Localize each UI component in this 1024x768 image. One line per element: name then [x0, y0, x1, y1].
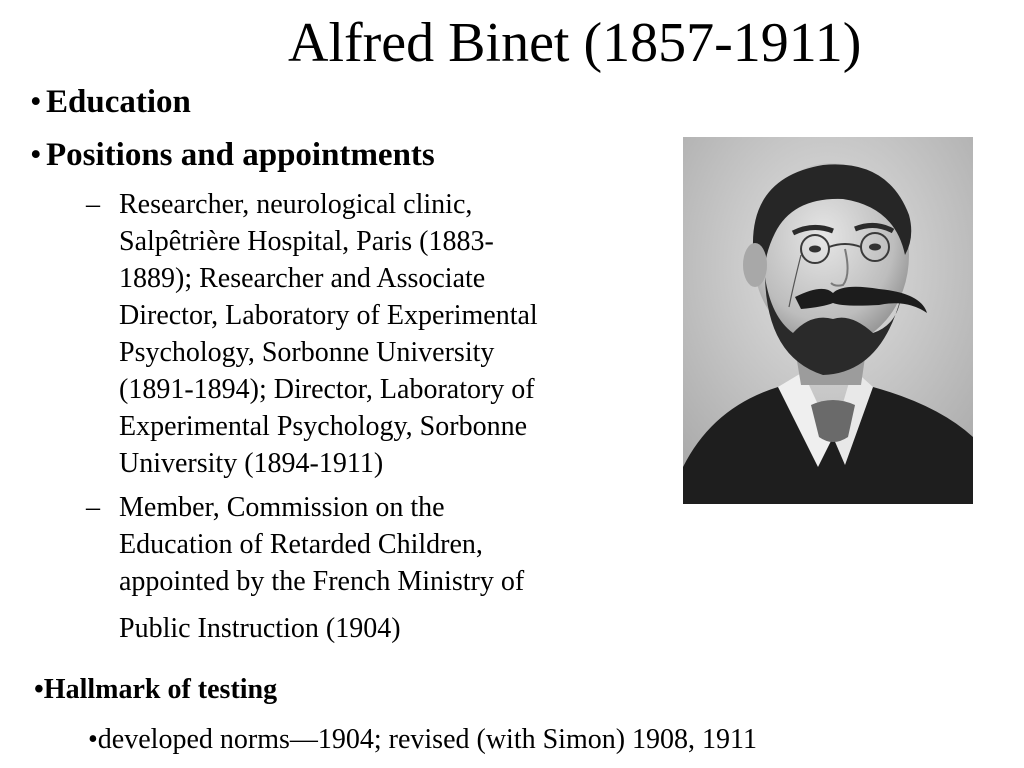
- sub-item-researcher: [86, 186, 646, 482]
- portrait-photo: [683, 137, 973, 504]
- bullet-glyph: •: [30, 137, 42, 173]
- slide-title: Alfred Binet (1857-1911): [288, 12, 862, 74]
- text-line: Education of Retarded Children,: [119, 529, 483, 560]
- text-line: Member, Commission on the: [119, 492, 445, 523]
- bullet-education: [0, 84, 191, 121]
- text-line: Public Instruction (1904): [119, 613, 401, 644]
- hallmark-detail: •developed norms—1904; revised (with Simon) 1908, 1911: [88, 724, 758, 755]
- dash-glyph: –: [86, 189, 100, 220]
- text-line: (1891-1894); Director, Laboratory of: [119, 374, 535, 405]
- text-line: Experimental Psychology, Sorbonne: [119, 411, 528, 442]
- text-line: 1889); Researcher and Associate: [119, 263, 486, 294]
- text-line: Salpêtrière Hospital, Paris (1883-: [119, 226, 494, 257]
- text-line: Director, Laboratory of Experimental: [119, 300, 538, 331]
- sub-item-text: [119, 489, 524, 647]
- text-line: Psychology, Sorbonne University: [119, 337, 495, 368]
- text-line: Researcher, neurological clinic,: [119, 189, 473, 220]
- sub-item-text: [119, 186, 538, 482]
- portrait-photo-icon: [683, 137, 973, 504]
- dash-glyph: –: [86, 492, 100, 523]
- text-line: University (1894-1911): [119, 448, 384, 479]
- bullet-glyph: •: [30, 84, 42, 120]
- bullet-positions: [0, 137, 435, 174]
- bullet-label: Education: [46, 84, 191, 120]
- bullet-label: Positions and appointments: [46, 137, 435, 173]
- text-line: appointed by the French Ministry of: [119, 566, 525, 597]
- hallmark-heading: •Hallmark of testing: [34, 674, 278, 705]
- sub-item-member: [86, 489, 646, 647]
